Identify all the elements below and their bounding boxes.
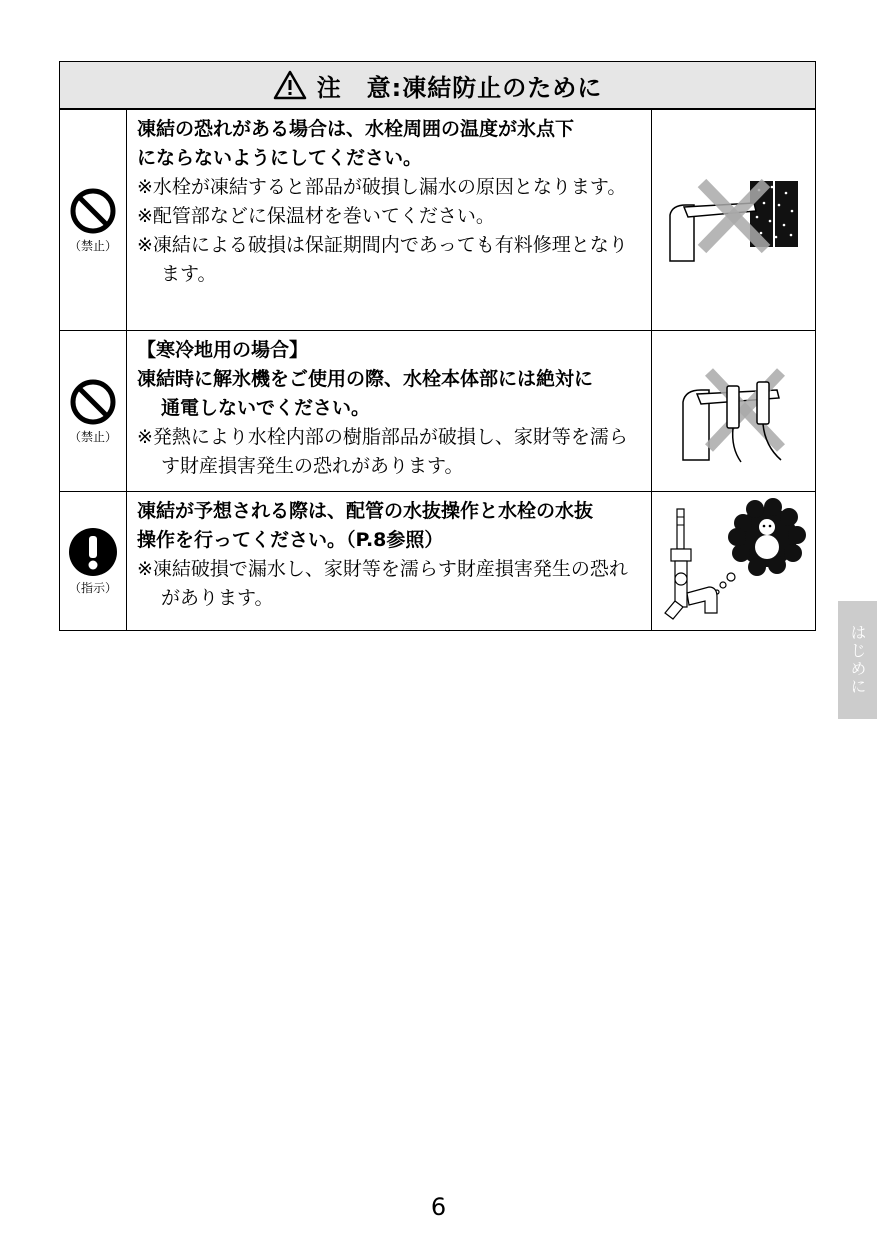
note-text: ※凍結による破損は保証期間内であっても有料修理となります。 (137, 234, 628, 285)
bold-line: 【寒冷地用の場合】 (137, 339, 309, 361)
side-tab-label: はじめに (848, 624, 867, 696)
text-cell (127, 331, 652, 491)
image-cell (652, 492, 815, 630)
caution-table (59, 61, 816, 631)
note-text: ※配管部などに保温材を巻いてください。 (137, 205, 495, 227)
text-cell (127, 492, 652, 630)
section-side-tab[interactable] (838, 601, 877, 719)
caution-title: 注 意:凍結防止のために (316, 73, 603, 102)
warning-triangle-icon (273, 70, 307, 100)
symbol-cell (60, 492, 127, 630)
symbol-label: （指示） (68, 580, 117, 595)
symbol-label: （禁止） (68, 238, 117, 253)
caution-row (60, 491, 815, 630)
caution-row (60, 109, 815, 330)
deicer-faucet-illustration (669, 356, 799, 466)
prohibition-icon (69, 187, 117, 235)
symbol-label: （禁止） (68, 429, 117, 444)
symbol-cell (60, 110, 127, 330)
caution-row (60, 330, 815, 491)
page-number: 6 (430, 1193, 447, 1221)
image-cell (652, 110, 815, 330)
prohibition-icon (69, 378, 117, 426)
frozen-faucet-illustration (664, 175, 804, 265)
note-text: ※水栓が凍結すると部品が破損し漏水の原因となります。 (137, 176, 627, 198)
bold-line: 凍結の恐れがある場合は、水栓周囲の温度が氷点下 (137, 118, 575, 140)
bold-line: 凍結時に解氷機をご使用の際、水栓本体部には絶対に (137, 368, 594, 390)
pipe-drain-snowman-illustration (659, 497, 809, 625)
mandatory-action-icon (68, 527, 118, 577)
bold-line: 操作を行ってください。（P.8参照） (137, 529, 444, 551)
bold-line: にならないようにしてください。 (137, 147, 423, 169)
image-cell (652, 331, 815, 491)
text-cell (127, 110, 652, 330)
bold-line: 通電しないでください。 (161, 397, 371, 419)
note-text: ※凍結破損で漏水し、家財等を濡らす財産損害発生の恐れがあります。 (137, 558, 628, 609)
caution-header (60, 62, 815, 109)
bold-line: 凍結が予想される際は、配管の水抜操作と水栓の水抜 (137, 500, 594, 522)
symbol-cell (60, 331, 127, 491)
note-text: ※発熱により水栓内部の樹脂部品が破損し、家財等を濡らす財産損害発生の恐れがあります。 (137, 426, 628, 477)
